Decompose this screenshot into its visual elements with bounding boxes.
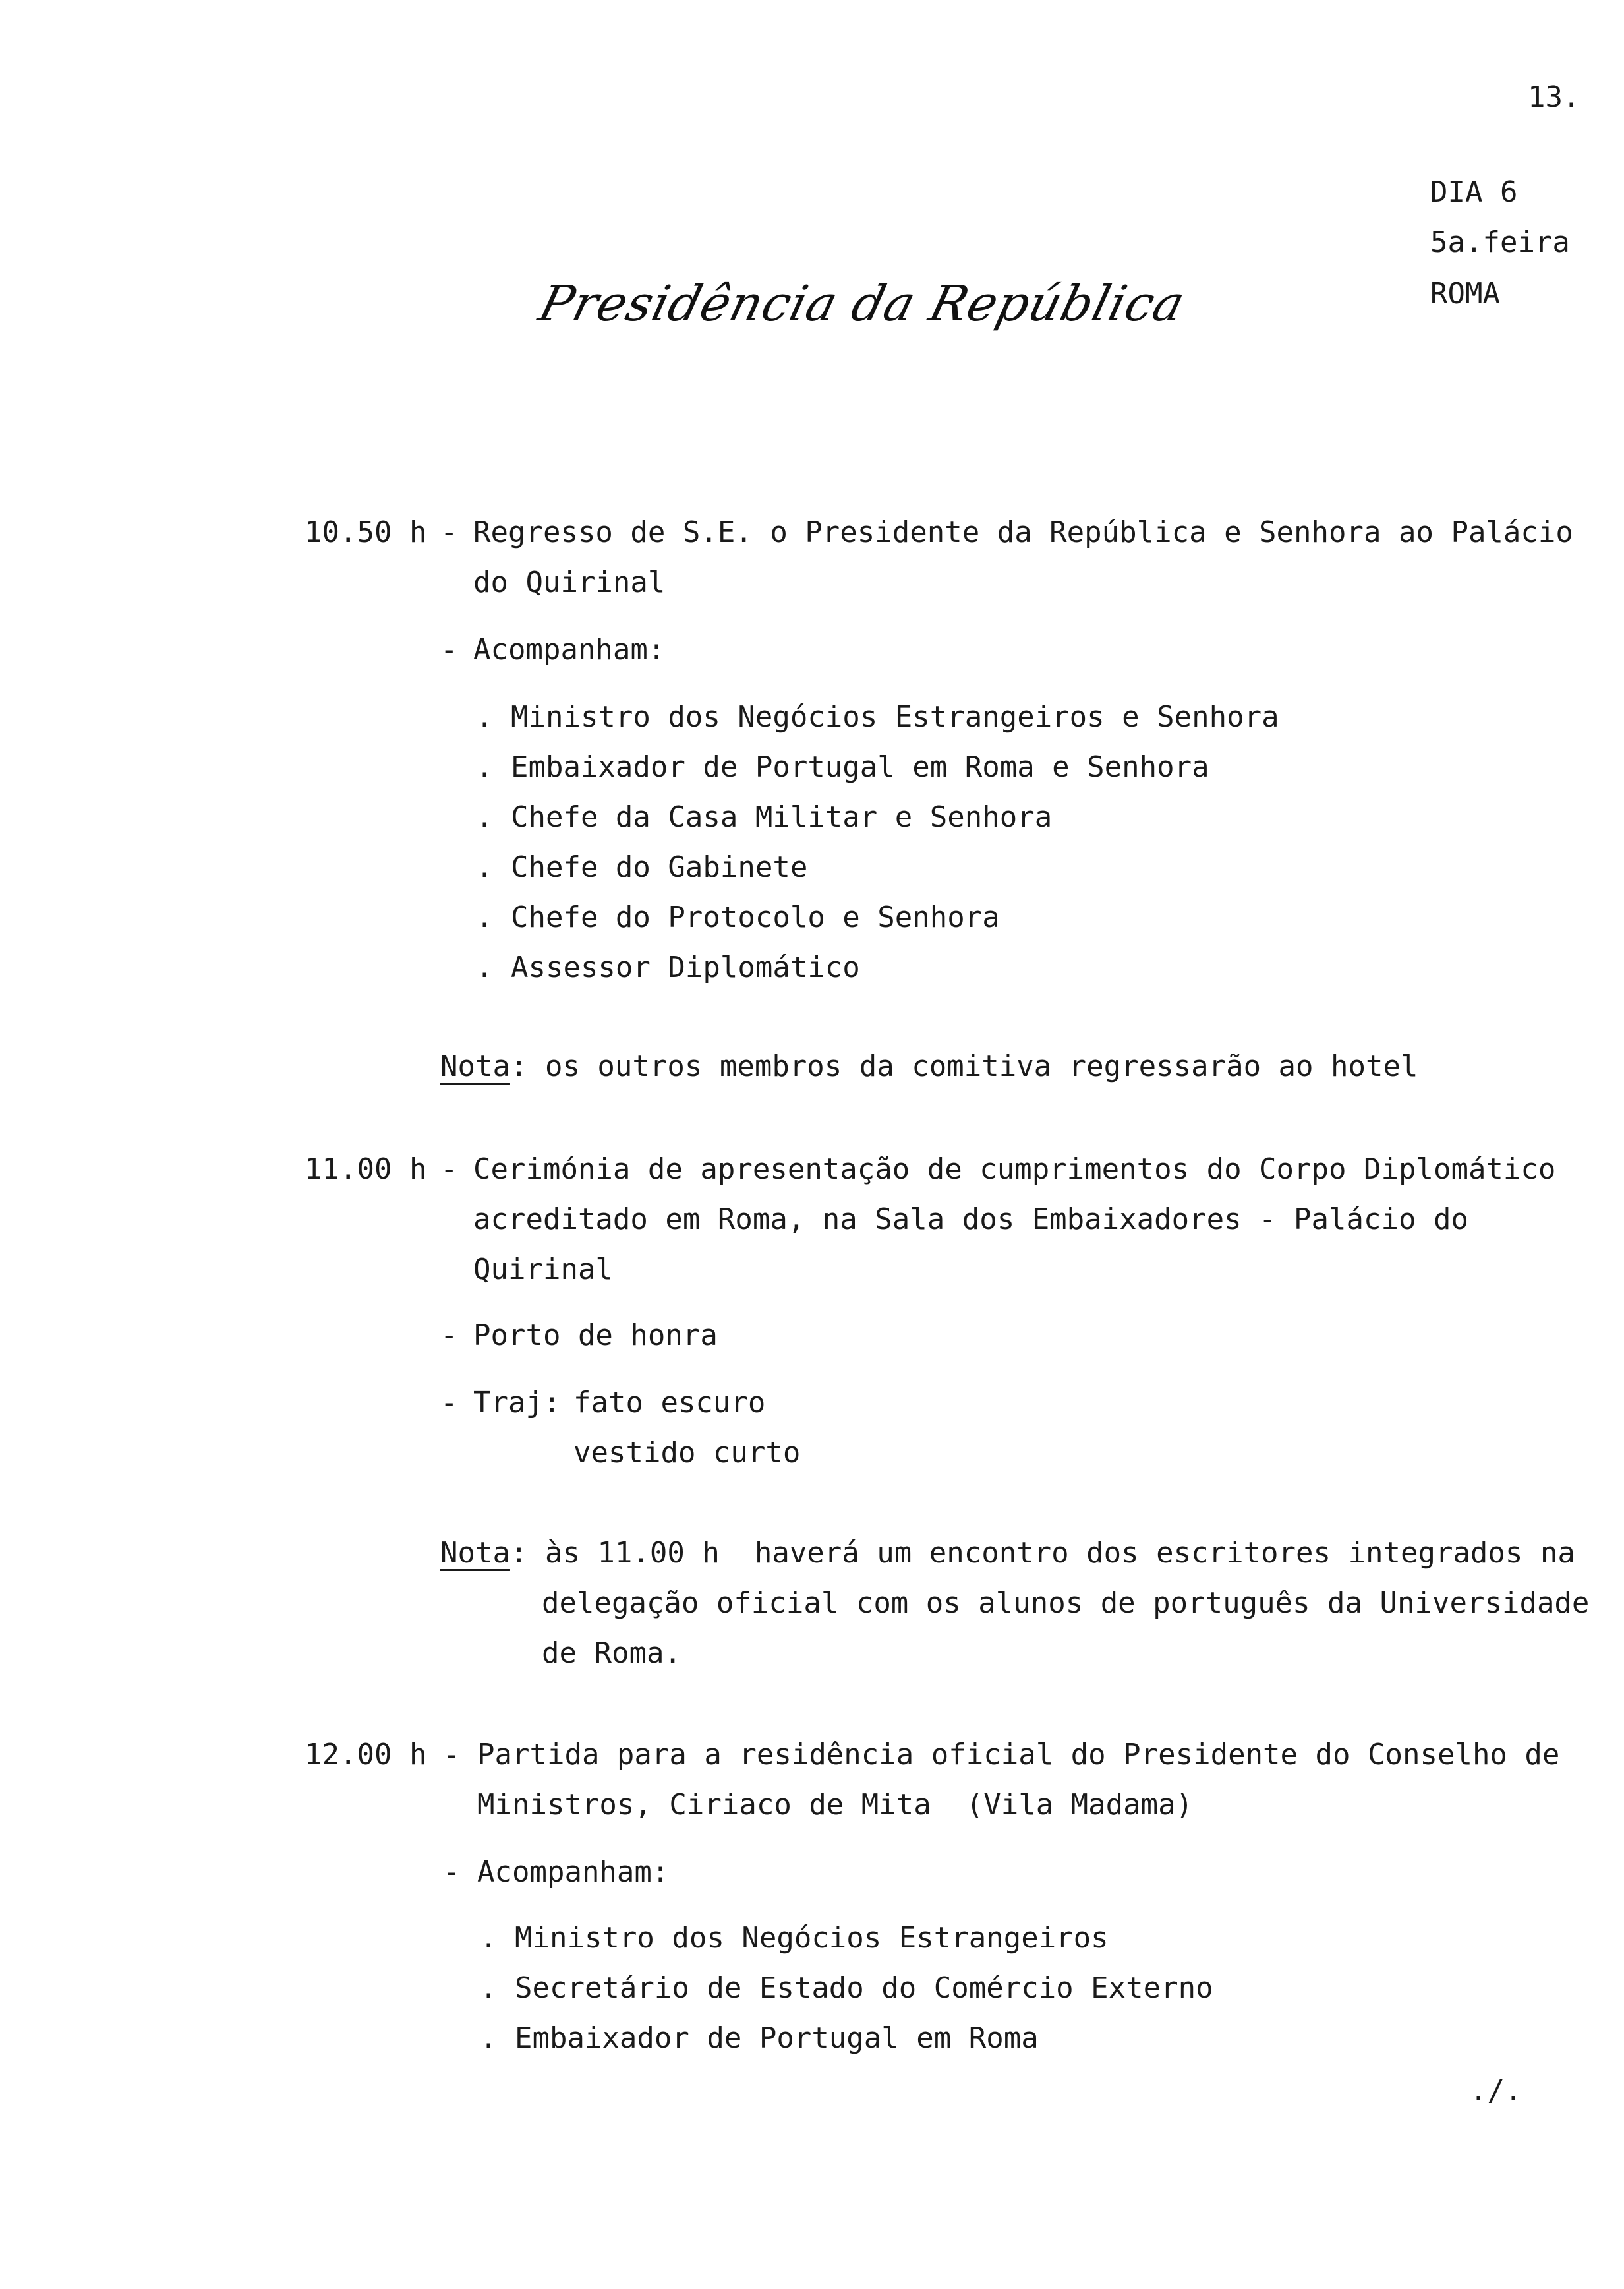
entry-1-note: Nota: os outros membros da comitiva regressarão ao hotel (440, 1050, 1418, 1083)
entry-3-dash: - (443, 1738, 461, 1771)
entry-2-traj-line-2: vestido curto (573, 1436, 801, 1470)
entry-2-note-line-1: às 11.00 h haverá um encontro dos escritores integrados na (544, 1536, 1575, 1570)
entry-1-item-5: . Chefe do Protocolo e Senhora (476, 901, 1000, 934)
entry-3-item-1: . Ministro dos Negócios Estrangeiros (480, 1921, 1109, 1955)
entry-2-note-line-2: delegação oficial com os alunos de português da Universidade (542, 1586, 1590, 1620)
entry-3-sub-dash: - (443, 1855, 461, 1889)
header-city: ROMA (1430, 277, 1500, 311)
entry-1-title-line-1: Regresso de S.E. o Presidente da República e Senhora ao Palácio (473, 516, 1573, 549)
entry-3-time: 12.00 h (304, 1738, 427, 1771)
entry-2-time: 11.00 h (304, 1152, 427, 1186)
header-weekday: 5a.feira (1430, 225, 1570, 259)
entry-1-sub-label: Acompanham: (473, 633, 666, 667)
entry-2-title-line-3: Quirinal (473, 1253, 613, 1286)
entry-3-item-2: . Secretário de Estado do Comércio Externo (480, 1971, 1213, 2005)
entry-1-item-4: . Chefe do Gabinete (476, 850, 808, 884)
entry-1-title-line-2: do Quirinal (473, 566, 666, 599)
entry-3-title-line-2: Ministros, Ciriaco de Mita (Vila Madama) (477, 1788, 1194, 1822)
entry-1-item-1: . Ministro dos Negócios Estrangeiros e Senhora (476, 700, 1279, 734)
entry-1-item-6: . Assessor Diplomático (476, 951, 860, 984)
entry-1-item-3: . Chefe da Casa Militar e Senhora (476, 800, 1053, 834)
letterhead: Presidência da República (533, 276, 1191, 332)
entry-3-title-line-1: Partida para a residência oficial do Presidente do Conselho de (477, 1738, 1560, 1771)
entry-1-dash: - (440, 516, 458, 549)
entry-2-note-line-3: de Roma. (542, 1636, 682, 1670)
page-number: 13. (1528, 80, 1580, 114)
entry-2-dash: - (440, 1152, 458, 1186)
entry-2-title-line-1: Cerimónia de apresentação de cumprimentos do Corpo Diplomático (473, 1152, 1556, 1186)
entry-2-traj-label: Traj: (473, 1386, 561, 1419)
entry-1-note-text: os outros membros da comitiva regressarão ao hotel (544, 1050, 1418, 1083)
entry-1-time: 10.50 h (304, 516, 427, 549)
entry-2-title-line-2: acreditado em Roma, na Sala dos Embaixadores - Palácio do (473, 1203, 1468, 1236)
entry-2-note-label: Nota (440, 1536, 510, 1570)
entry-1-item-2: . Embaixador de Portugal em Roma e Senhora (476, 750, 1209, 784)
entry-2-traj-dash: - (440, 1386, 458, 1419)
entry-3-sub-label: Acompanham: (477, 1855, 670, 1889)
entry-1-note-label: Nota (440, 1050, 510, 1083)
entry-2-sub-1: Porto de honra (473, 1319, 718, 1352)
entry-2-sub-dash: - (440, 1319, 458, 1352)
continuation-mark: ./. (1470, 2074, 1522, 2108)
entry-3-item-3: . Embaixador de Portugal em Roma (480, 2021, 1039, 2055)
entry-2-traj-line-1: fato escuro (573, 1386, 766, 1419)
header-day: DIA 6 (1430, 175, 1518, 209)
entry-1-sub-dash: - (440, 633, 458, 667)
entry-2-note: Nota: às 11.00 h haverá um encontro dos escritores integrados na (440, 1536, 1575, 1570)
